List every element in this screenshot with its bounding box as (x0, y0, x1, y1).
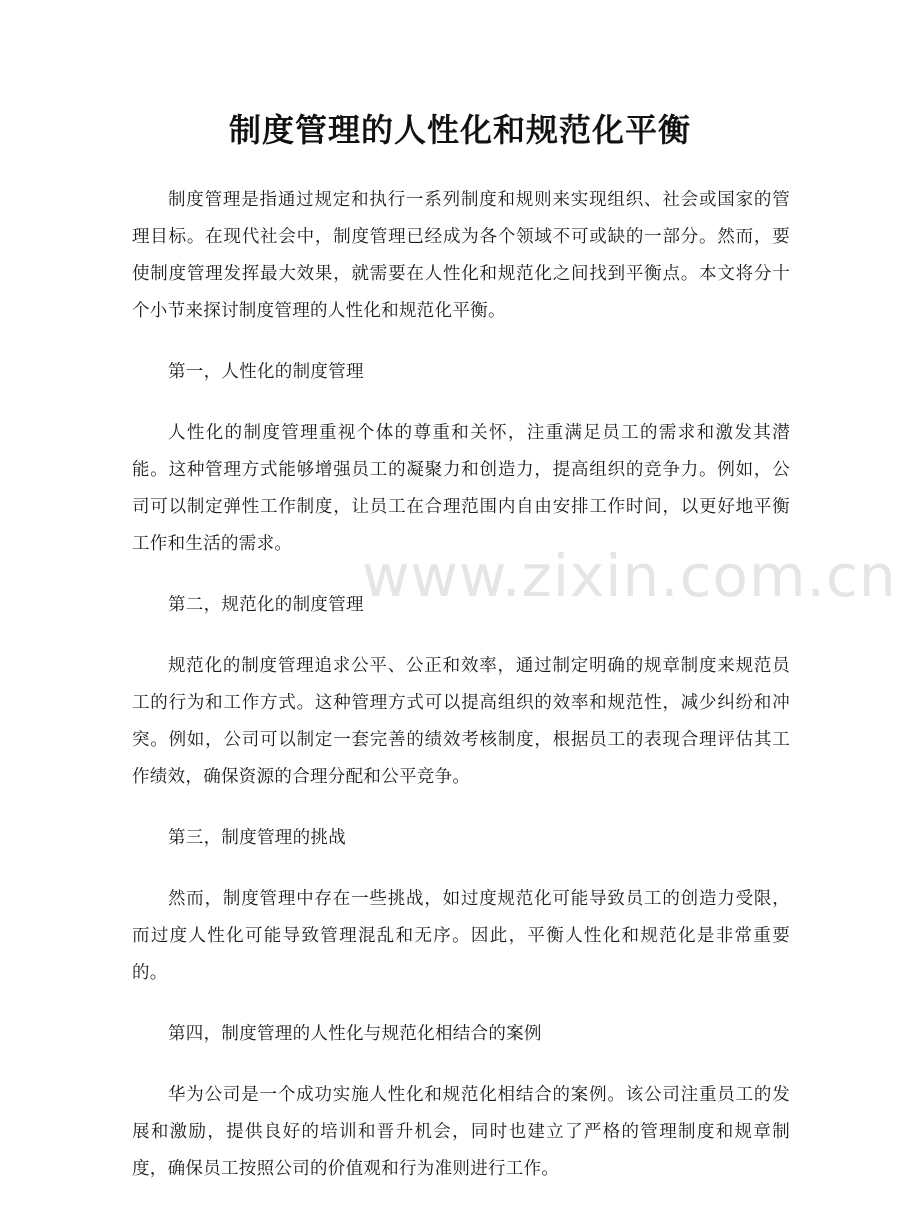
document-body (132, 182, 790, 1212)
paragraph-section-2: 规范化的制度管理追求公平、公正和效率，通过制定明确的规章制度来规范员工的行为和工作方式。这种管理方式可以提高组织的效率和规范性，减少纠纷和冲突。例如，公司可以制定一套完善的绩效考核制度，根据员工的表现合理评估其工作绩效，确保资源的合理分配和公平竞争。 (132, 656, 790, 787)
paragraph-section-1: 人性化的制度管理重视个体的尊重和关怀，注重满足员工的需求和激发其潜能。这种管理方式能够增强员工的凝聚力和创造力，提高组织的竞争力。例如，公司可以制定弹性工作制度，让员工在合理范围内自由安排工作时间，以更好地平衡工作和生活的需求。 (132, 423, 790, 554)
section-heading-3: 第三，制度管理的挑战 (168, 828, 346, 848)
section-heading-2: 第二，规范化的制度管理 (168, 595, 364, 615)
document-title: 制度管理的人性化和规范化平衡 (228, 111, 691, 149)
section-heading-1: 第一，人性化的制度管理 (168, 362, 364, 382)
paragraph-section-3: 然而，制度管理中存在一些挑战，如过度规范化可能导致员工的创造力受限，而过度人性化可能导致管理混乱和无序。因此，平衡人性化和规范化是非常重要的。 (132, 889, 790, 983)
watermark-text: www.zixin.com.cn (362, 542, 897, 610)
paragraph-section-4: 华为公司是一个成功实施人性化和规范化相结合的案例。该公司注重员工的发展和激励，提供良好的培训和晋升机会，同时也建立了严格的管理制度和规章制度，确保员工按照公司的价值观和行为准则进行工作。 (132, 1085, 790, 1179)
paragraph-intro: 制度管理是指通过规定和执行一系列制度和规则来实现组织、社会或国家的管理目标。在现代社会中，制度管理已经成为各个领域不可或缺的一部分。然而，要使制度管理发挥最大效果，就需要在人性化和规范化之间找到平衡点。本文将分十个小节来探讨制度管理的人性化和规范化平衡。 (132, 190, 790, 321)
section-heading-4: 第四，制度管理的人性化与规范化相结合的案例 (168, 1024, 542, 1044)
